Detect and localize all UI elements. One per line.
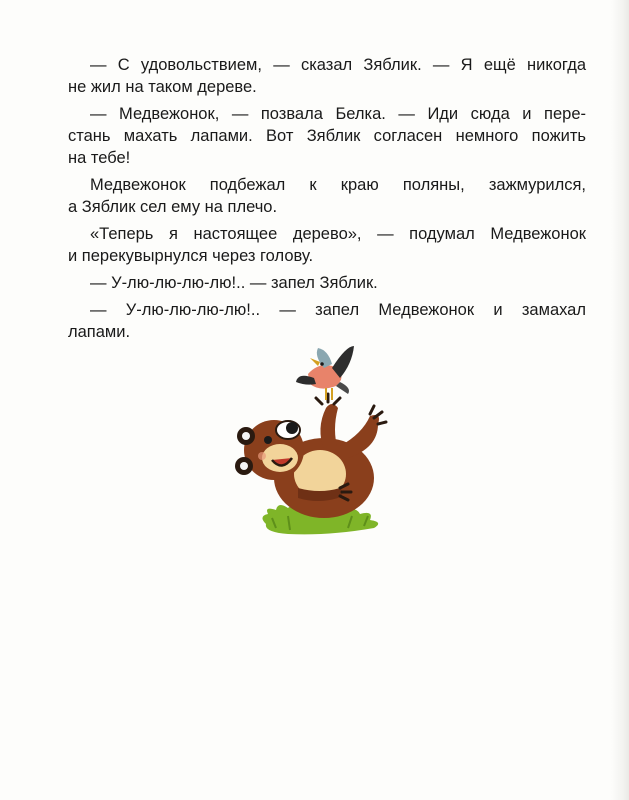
text-line: — У-лю-лю-лю-лю!.. — запел Медвежонок и замахал bbox=[90, 301, 586, 319]
chaffinch-bird bbox=[296, 346, 354, 400]
bear-leg bbox=[340, 415, 379, 458]
text-line: — С удовольствием, — сказал Зяблик. — Я ещё никогда bbox=[90, 56, 586, 74]
paragraph-6 bbox=[68, 299, 586, 343]
text-line: — Медвежонок, — позвала Белка. — Иди сюда и пере- bbox=[90, 105, 586, 123]
text-line: не жил на таком дереве. bbox=[68, 78, 257, 96]
paragraph-1 bbox=[68, 54, 586, 98]
text-line: Медвежонок подбежал к краю поляны, зажмурился, bbox=[90, 176, 586, 194]
story-text bbox=[68, 54, 586, 348]
text-line: лапами. bbox=[68, 323, 131, 341]
paragraph-2 bbox=[68, 103, 586, 169]
bear-and-bird-drawing bbox=[228, 338, 400, 538]
paragraph-4 bbox=[68, 223, 586, 267]
text-line: «Теперь я настоящее дерево», — подумал Медвежонок bbox=[90, 225, 586, 243]
page-edge-shadow bbox=[611, 0, 629, 800]
text-line: и перекувырнулся через голову. bbox=[68, 247, 314, 265]
text-line: — У-лю-лю-лю-лю!.. — запел Зяблик. bbox=[90, 274, 378, 292]
bear-arm bbox=[320, 404, 338, 450]
paragraph-3 bbox=[68, 174, 586, 218]
text-line: а Зяблик сел ему на плечо. bbox=[68, 198, 278, 216]
paragraph-5 bbox=[68, 272, 586, 294]
text-line: стань махать лапами. Вот Зяблик согласен немного пожить bbox=[68, 127, 586, 145]
bear-nose bbox=[286, 422, 298, 434]
text-line: на тебе! bbox=[68, 149, 131, 167]
bear-cub-illustration bbox=[228, 338, 400, 538]
